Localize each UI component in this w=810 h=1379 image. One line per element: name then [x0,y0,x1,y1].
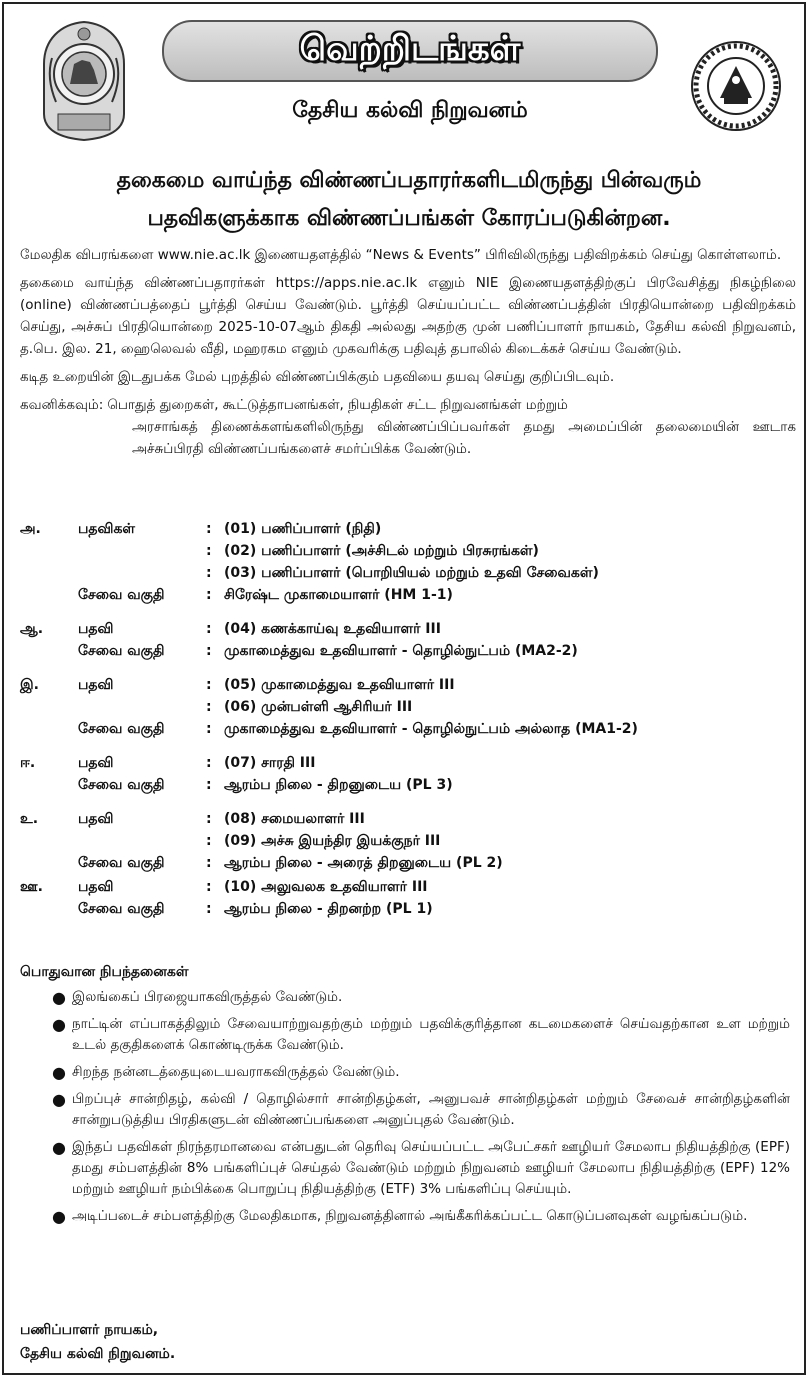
condition-item [20,1062,796,1083]
signature-title: பணிப்பாளர் நாயகம், [20,1322,159,1338]
intro-section [20,244,796,466]
colon: : [206,565,212,581]
colon: : [206,587,212,603]
sri-lanka-emblem-icon [38,18,130,144]
condition-item [20,1089,796,1131]
service-category-row [20,718,796,740]
service-category: ஆரம்ப நிலை - திறனுடைய (PL 3) [224,777,453,793]
posts-list [20,518,796,922]
service-category: சிரேஷ்ட முகாமையாளர் (HM 1-1) [224,587,453,603]
service-category: முகாமைத்துவ உதவியாளர் - தொழில்நுட்பம் (MA2-2) [224,643,578,659]
post-row [20,562,796,584]
colon: : [206,755,212,771]
post-label: பதவி [78,811,114,827]
bullet-icon: ● [52,1015,66,1034]
intro-paragraph-2: தகைமை வாய்ந்த விண்ணப்பதாரர்கள் https://apps.nie.ac.lk எனும் NIE இணையதளத்திற்குப் பிரவேசித்து நிகழ்நிலை (online) விண்ணப்பத்தைப் பூர்த்தி செய்ய வேண்டும். பூர்த்தி செய்யப்பட்ட விண்ணப்பத்தின் பிரதியொன்றை பதிவிறக்கம் செய்து, அச்சுப் பிரதியொன்றை 2025-10-07ஆம் திகதி அல்லது அதற்கு முன் பணிப்பாளர் நாயகம், தேசிய கல்வி நிறுவனம், த.பெ. இல. 21, ஹைலெவல் வீதி, மஹரகம எனும் முகவரிக்கு பதிவுத் தபாலில் கிடைக்கச் செய்ய வேண்டும். [20,275,796,357]
colon: : [206,643,212,659]
post-position: (09) அச்சு இயந்திர இயக்குநர் III [224,833,441,849]
service-category: ஆரம்ப நிலை - திறனற்ற (PL 1) [224,901,433,917]
bullet-icon: ● [52,1090,66,1109]
post-label: பதவி [78,621,114,637]
colon: : [206,833,212,849]
conditions-title: பொதுவான நிபந்தனைகள் [20,964,189,980]
post-position: (04) கணக்காய்வு உதவியாளர் III [224,621,441,637]
post-group-letter: அ. [20,521,41,537]
notice-line-1: பொதுத் துறைகள், கூட்டுத்தாபனங்கள், நியதிகள் சட்ட நிறுவனங்கள் மற்றும் [107,397,568,413]
service-category-row [20,898,796,920]
headline [24,162,794,238]
post-row [20,540,796,562]
colon: : [206,811,212,827]
service-category-row [20,774,796,796]
bullet-icon: ● [52,988,66,1007]
signature-block [20,1318,175,1366]
post-row [20,876,796,898]
colon: : [206,699,212,715]
service-category-label: சேவை வகுதி [78,721,165,737]
post-group-letter: இ. [20,677,39,693]
condition-item [20,1014,796,1056]
post-position: (05) முகாமைத்துவ உதவியாளர் III [224,677,455,693]
condition-item [20,987,796,1008]
service-category-label: சேவை வகுதி [78,643,165,659]
service-category: ஆரம்ப நிலை - அரைத் திறனுடைய (PL 2) [224,855,503,871]
service-category-label: சேவை வகுதி [78,855,165,871]
nie-seal-icon [690,40,782,132]
post-label: பதவிகள் [78,521,136,537]
post-label: பதவி [78,677,114,693]
intro-paragraph-1: மேலதிக விபரங்களை www.nie.ac.lk இணையதளத்தில் “News & Events” பிரிவிலிருந்து பதிவிறக்கம் செய்து கொள்ளலாம். [20,247,782,263]
service-category-row [20,852,796,874]
service-category-row [20,584,796,606]
vacancies-banner [162,20,658,82]
post-group-letter: ஊ. [20,879,43,895]
post-position: (03) பணிப்பாளர் (பொறியியல் மற்றும் உதவி சேவைகள்) [224,565,599,581]
notice-rest: அரசாங்கத் திணைக்களங்களிலிருந்து விண்ணப்பிப்பவர்கள் தமது அமைப்பின் தலைமையின் ஊடாக அச்சுப்பிரதி விண்ணப்பங்களைச் சமர்ப்பிக்க வேண்டும். [132,419,796,457]
post-label: பதவி [78,755,114,771]
banner-title: வெற்றிடங்கள் [299,29,521,69]
post-group-letter: ஈ. [20,755,36,771]
condition-item [20,1137,796,1200]
colon: : [206,879,212,895]
condition-text: பிறப்புச் சான்றிதழ், கல்வி / தொழில்சார் சான்றிதழ்கள், அனுபவச் சான்றிதழ்கள் மற்றும் சேவைச் சான்றிதழ்களின் சான்றுபடுத்திய பிரதிகளுடன் விண்ணப்பங்களை அனுப்புதல் வேண்டும். [72,1091,790,1128]
bullet-icon: ● [52,1207,66,1226]
notice-label: கவனிக்கவும்: [20,397,104,413]
condition-text: இலங்கைப் பிரஜையாகவிருத்தல் வேண்டும். [72,989,343,1005]
post-group-letter: உ. [20,811,39,827]
post-row [20,830,796,852]
organization-name: தேசிய கல்வி நிறுவனம் [292,98,528,123]
post-position: (01) பணிப்பாளர் (நிதி) [224,521,382,537]
post-group-letter: ஆ. [20,621,44,637]
colon: : [206,521,212,537]
service-category-label: சேவை வகுதி [78,777,165,793]
colon: : [206,721,212,737]
colon: : [206,855,212,871]
post-label: பதவி [78,879,114,895]
service-category-row [20,640,796,662]
colon: : [206,543,212,559]
post-row [20,618,796,640]
post-row [20,674,796,696]
signature-org: தேசிய கல்வி நிறுவனம். [20,1346,176,1362]
advertisement-page [2,2,806,1375]
condition-text: நாட்டின் எப்பாகத்திலும் சேவையாற்றுவதற்கும் மற்றும் பதவிக்குரித்தான கடமைகளைச் செய்வதற்கான உள மற்றும் உடல் தகுதிகளைக் கொண்டிருக்க வேண்டும். [72,1016,790,1053]
condition-text: சிறந்த நன்னடத்தையுடையவராகவிருத்தல் வேண்டும். [72,1064,400,1080]
notice [20,394,796,460]
colon: : [206,901,212,917]
condition-text: இந்தப் பதவிகள் நிரந்தரமானவை என்பதுடன் தெரிவு செய்யப்பட்ட அபேட்சகர் ஊழியர் சேமலாப நிதியத்திற்கு (EPF) தமது சம்பளத்தின் 8% பங்களிப்புச் செய்தல் வேண்டும் மற்றும் நிறுவனம் ஊழியர் சேமலாப நிதியத்திற்கு (EPF) 12% மற்றும் ஊழியர் நம்பிக்கை பொறுப்பு நிதியத்திற்கு (ETF) 3% பங்களிப்பு செய்யும். [72,1139,790,1197]
service-category-label: சேவை வகுதி [78,901,165,917]
bullet-icon: ● [52,1138,66,1157]
post-row [20,518,796,540]
post-position: (10) அலுவலக உதவியாளர் III [224,879,428,895]
post-row [20,808,796,830]
post-position: (07) சாரதி III [224,755,316,771]
colon: : [206,677,212,693]
general-conditions [20,962,796,1233]
colon: : [206,621,212,637]
colon: : [206,777,212,793]
bullet-icon: ● [52,1063,66,1082]
headline-line-1: தகைமை வாய்ந்த விண்ணப்பதாரர்களிடமிருந்து பின்வரும் [116,168,702,193]
headline-line-2: பதவிகளுக்காக விண்ணப்பங்கள் கோரப்படுகின்றன. [147,206,671,231]
post-position: (08) சமையலாளர் III [224,811,365,827]
conditions-list [20,987,796,1227]
service-category: முகாமைத்துவ உதவியாளர் - தொழில்நுட்பம் அல்லாத (MA1-2) [224,721,638,737]
intro-paragraph-3: கடித உறையின் இடதுபக்க மேல் புறத்தில் விண்ணப்பிக்கும் பதவியை தயவு செய்து குறிப்பிடவும். [20,369,615,385]
post-position: (06) முன்பள்ளி ஆசிரியர் III [224,699,413,715]
post-row [20,752,796,774]
condition-item [20,1206,796,1227]
condition-text: அடிப்படைச் சம்பளத்திற்கு மேலதிகமாக, நிறுவனத்தினால் அங்கீகரிக்கப்பட்ட கொடுப்பனவுகள் வழங்கப்படும். [72,1208,748,1224]
post-row [20,696,796,718]
post-position: (02) பணிப்பாளர் (அச்சிடல் மற்றும் பிரசுரங்கள்) [224,543,539,559]
service-category-label: சேவை வகுதி [78,587,165,603]
